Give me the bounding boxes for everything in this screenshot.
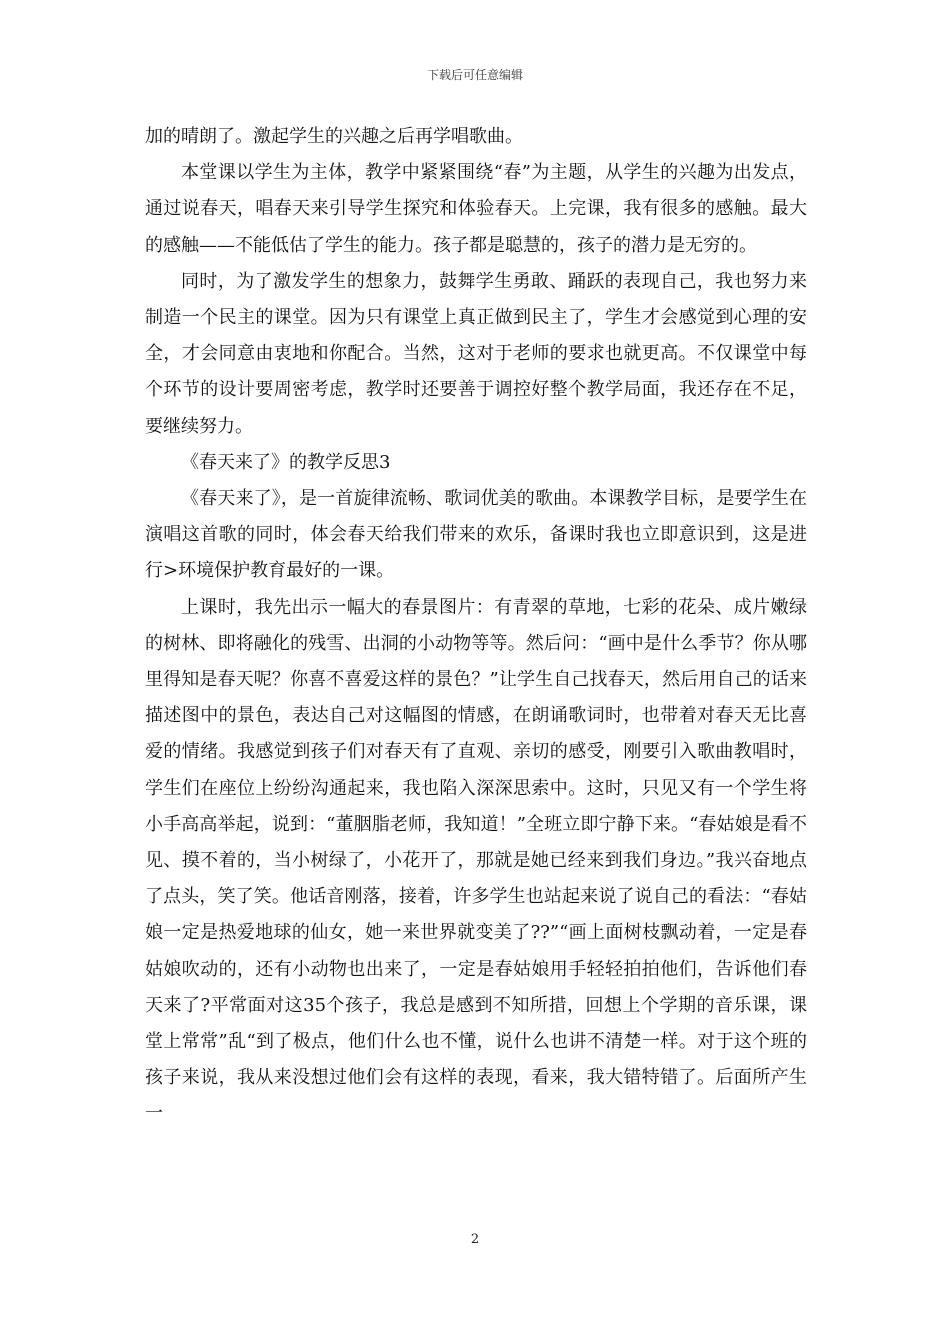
page-number: 2 — [470, 1232, 480, 1247]
page-header: 下载后可任意编辑 — [426, 68, 523, 82]
paragraph-4: 《春天来了》，是一首旋律流畅、歌词优美的歌曲。本课教学目标，是要学生在演唱这首歌的同时，体会春天给我们带来的欢乐，备课时我也立即意识到，这是进行>环境保护教育最好的一课。 — [145, 488, 807, 582]
paragraph-2: 本堂课以学生为主体，教学中紧紧围绕“春”为主题，从学生的兴趣为出发点，通过说春天，唱春天来引导学生探究和体验春天。上完课，我有很多的感触。最大的感触——不能低估了学生的能力。孩子都是聪慧的，孩子的潜力是无穷的。 — [145, 162, 807, 256]
paragraph-5: 上课时，我先出示一幅大的春景图片：有青翠的草地，七彩的花朵、成片嫩绿的树林、即将融化的残雪、出洞的小动物等等。然后问：“画中是什么季节？你从哪里得知是春天呢？你喜不喜爱这样的景色？”让学生自己找春天，然后用自己的话来描述图中的景色，表达自己对这幅图的情感，在朗诵歌词时，也带着对春天无比喜爱的情绪。我感觉到孩子们对春天有了直观、亲切的感受，刚要引入歌曲教唱时，学生们在座位上纷纷沟通起来，我也陷入深深思索中。这时，只见又有一个学生将小手高高举起，说到：“董胭脂老师，我知道！”全班立即宁静下来。“春姑娘是看不见、摸不着的，当小树绿了，小花开了，那就是她已经来到我们身边。”我兴奋地点了点头，笑了笑。他话音刚落，接着，许多学生也站起来说了说自己的看法：“春姑娘一定是热爱地球的仙女，她一来世界就变美了??”“画上面树枝飘动着，一定是春姑娘吹动的，还有小动物也出来了，一定是春姑娘用手轻轻拍拍他们，告诉他们春天来了?平常面对这35个孩子，我总是感到不知所措，回想上个学期的音乐课，课堂上常常”乱“到了极点，他们什么也不懂，说什么也讲不清楚一样。对于这个班的孩子来说，我从来没想过他们会有这样的表现，看来，我大错特错了。后面所产生一 — [145, 596, 807, 1125]
section-heading: 《春天来了》的教学反思3 — [181, 451, 391, 473]
paragraph-1: 加的晴朗了。激起学生的兴趣之后再学唱歌曲。 — [145, 126, 523, 147]
paragraph-3: 同时，为了激发学生的想象力，鼓舞学生勇敢、踊跃的表现自己，我也努力来制造一个民主的课堂。因为只有课堂上真正做到民主了，学生才会感觉到心理的安全，才会同意由衷地和你配合。当然，这对于老师的要求也就更高。不仅课堂中每个环节的设计要周密考虑，教学时还要善于调控好整个教学局面，我还存在不足，要继续努力。 — [145, 270, 807, 437]
document-body — [145, 119, 807, 1133]
